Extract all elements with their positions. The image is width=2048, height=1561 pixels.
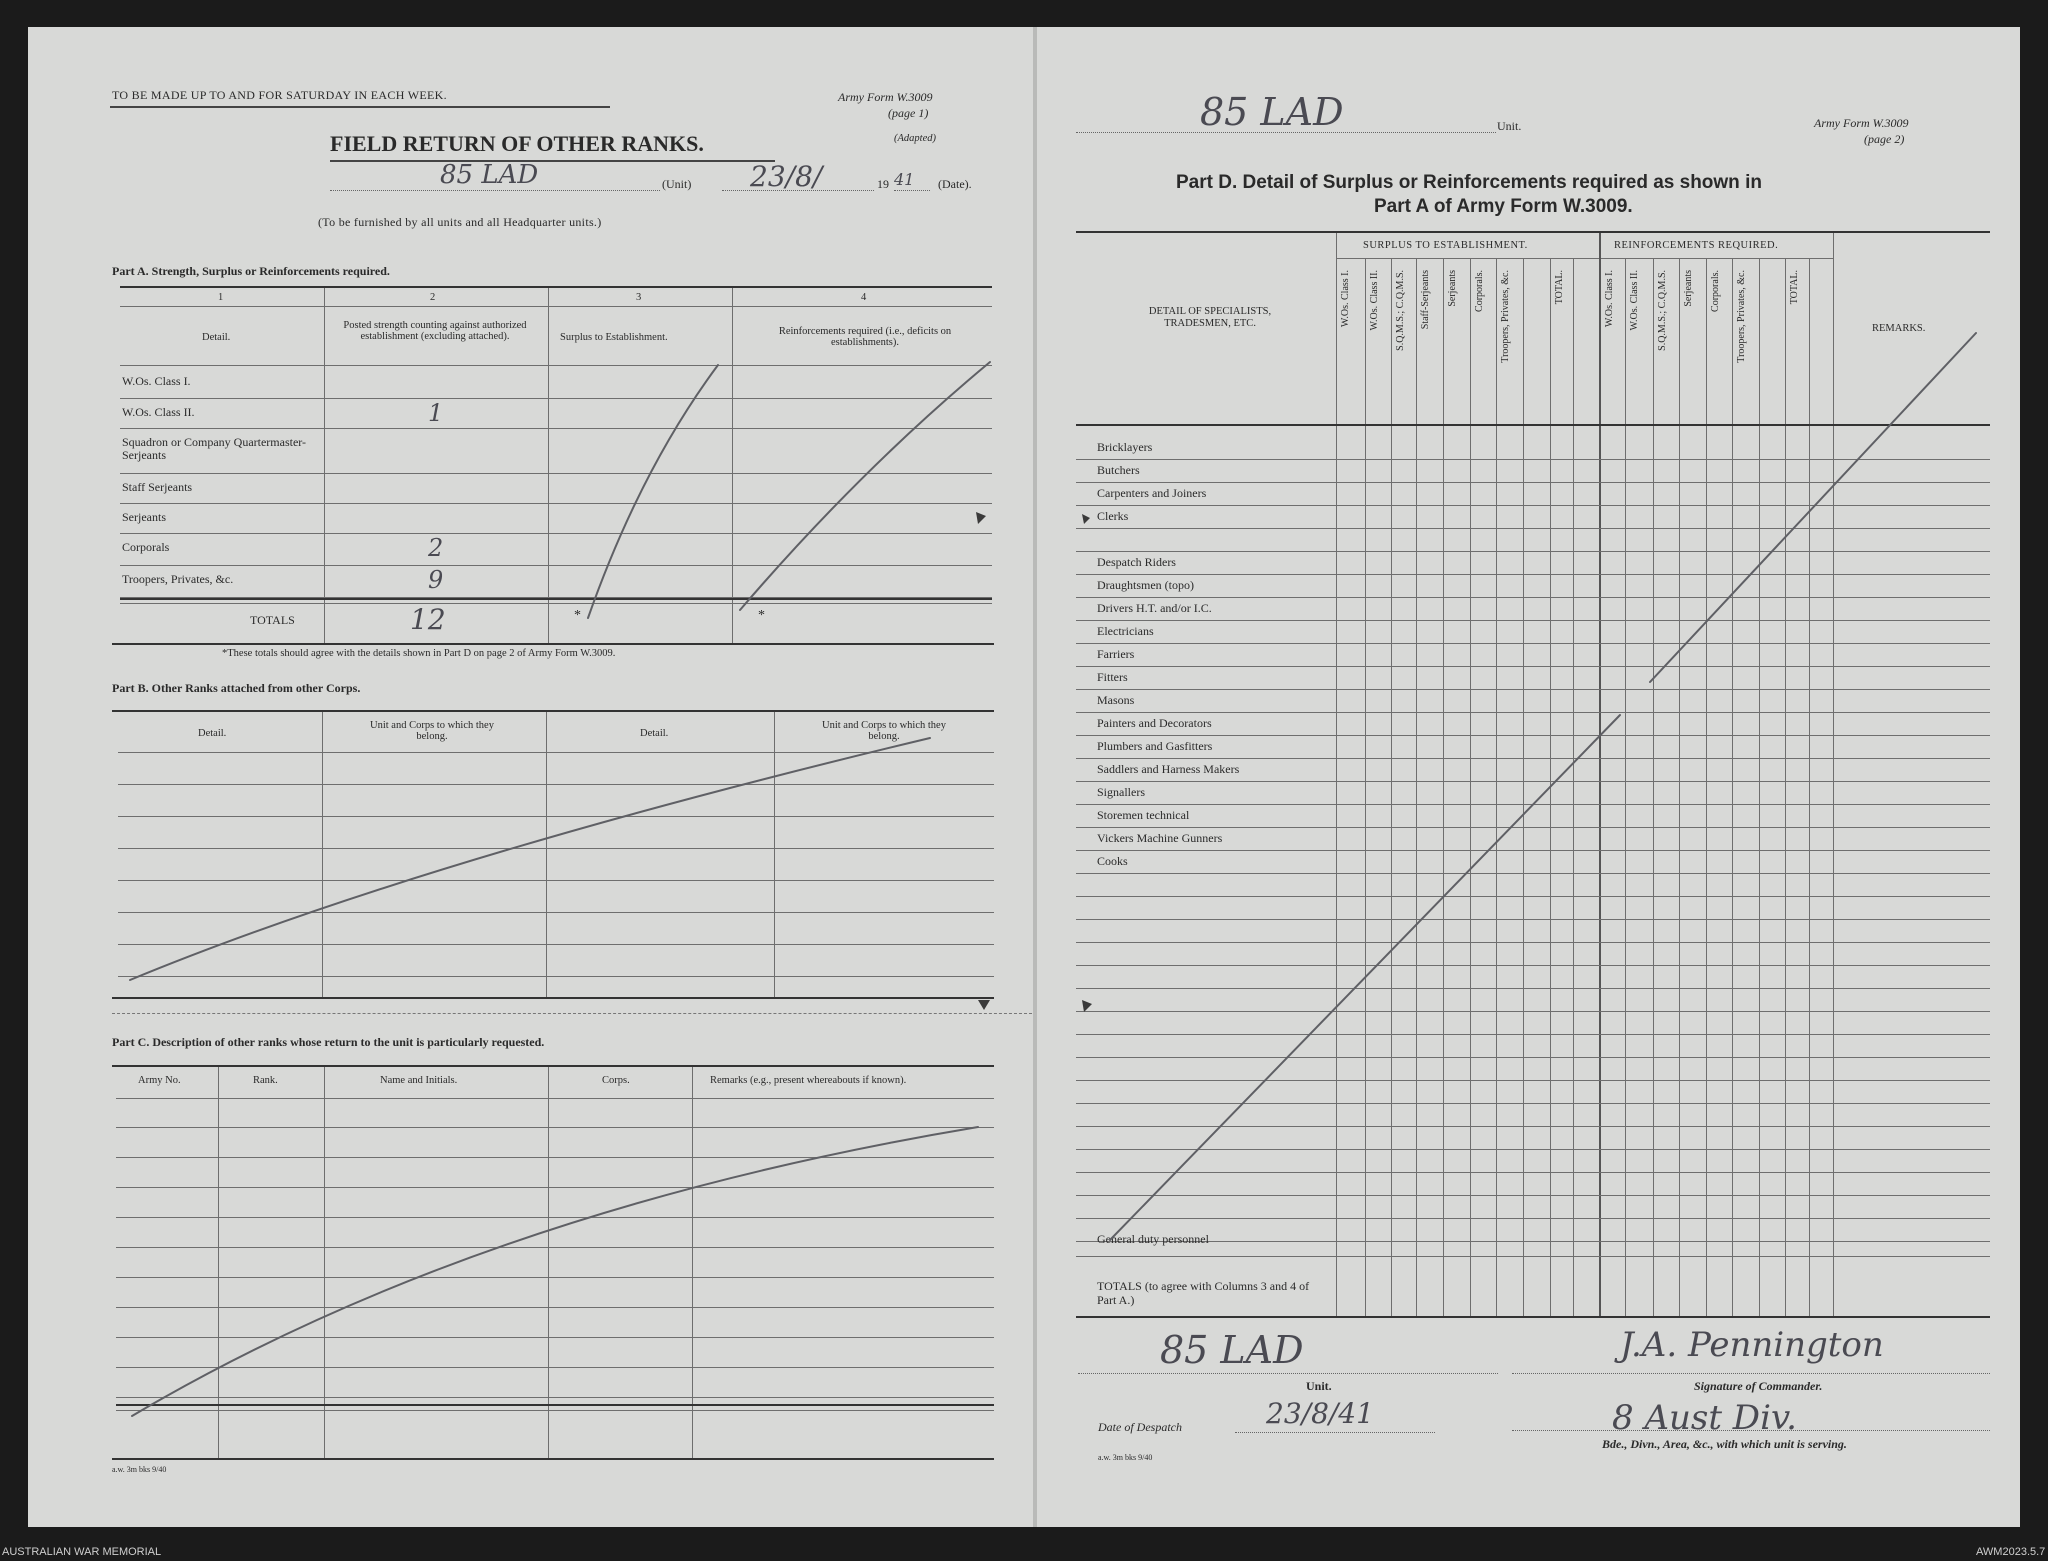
part-a-row-strength: 9 (428, 566, 444, 594)
year-prefix: 19 (877, 177, 889, 191)
part-a-header-strength: Posted strength counting against authorized establishment (excluding attached). (343, 320, 527, 342)
part-d-surplus-col-header: Serjeants (1447, 270, 1458, 307)
part-b-title: Part B. Other Ranks attached from other Corps. (112, 681, 361, 695)
left-print-code: a.w. 3m bks 9/40 (112, 1465, 167, 1474)
footer-accession: AWM2023.5.7 (1976, 1546, 2046, 1558)
year-handwritten: 41 (894, 170, 915, 189)
part-a-row-strength: 2 (428, 534, 444, 562)
form-title: FIELD RETURN OF OTHER RANKS. (330, 131, 704, 156)
signature-label: Signature of Commander. (1694, 1379, 1823, 1393)
part-d-surplus-col-header: W.Os. Class I. (1340, 270, 1351, 328)
part-a-header-surplus: Surplus to Establishment. (560, 332, 668, 343)
part-b-header-unit-2: Unit and Corps to which they belong. (822, 720, 946, 742)
right-page-label: (page 2) (1864, 132, 1905, 146)
part-a-totals-value: 12 (410, 603, 446, 636)
part-c-header-army-no: Army No. (138, 1075, 181, 1086)
part-d-reinforcement-col-header: Corporals. (1710, 270, 1721, 312)
part-d-header-remarks: REMARKS. (1872, 323, 1926, 334)
part-d-title-1: Part D. Detail of Surplus or Reinforcements required as shown in (1176, 172, 1762, 193)
part-d-reinforcement-col-header: TOTAL. (1789, 270, 1800, 305)
part-d-reinforcement-col-header: W.Os. Class I. (1604, 270, 1615, 328)
strike-part-a-surplus (588, 365, 718, 618)
unit-handwritten: 85 LAD (440, 160, 539, 190)
part-d-trade-label: Painters and Decorators (1097, 716, 1212, 730)
part-a-asterisk-reinforcements: * (758, 608, 765, 623)
part-a-header-detail: Detail. (202, 332, 231, 343)
part-d-reinforcement-col-header: W.Os. Class II. (1629, 270, 1640, 331)
part-d-totals-label: TOTALS (to agree with Columns 3 and 4 of Part A.) (1097, 1279, 1310, 1307)
part-d-trade-label: Electricians (1097, 624, 1154, 638)
binder-hole-2 (978, 1000, 990, 1010)
date-label: (Date). (938, 177, 972, 191)
part-a-totals-label: TOTALS (250, 613, 295, 627)
part-d-trade-label: Drivers H.T. and/or I.C. (1097, 601, 1212, 615)
part-a-col-1: 1 (218, 292, 224, 303)
date-handwritten: 23/8/ (750, 160, 823, 193)
part-a-col-4: 4 (861, 292, 867, 303)
right-form-number: Army Form W.3009 (1814, 116, 1909, 130)
right-print-code: a.w. 3m bks 9/40 (1098, 1453, 1153, 1462)
part-d-trade-label: Farriers (1097, 647, 1135, 661)
strike-part-a-reinforcements (740, 362, 990, 610)
binder-hole-1 (976, 512, 986, 524)
part-a-row-detail: W.Os. Class I. (122, 374, 191, 388)
part-d-trade-label: Signallers (1097, 785, 1145, 799)
despatch-date-handwritten: 23/8/41 (1266, 1397, 1374, 1430)
part-a-row-detail: Squadron or Company Quartermaster-Serjeants (122, 435, 307, 462)
part-a-row-detail: W.Os. Class II. (122, 405, 195, 419)
part-d-surplus-col-header: Troopers, Privates, &c. (1500, 270, 1511, 363)
part-d-trade-label: Bricklayers (1097, 440, 1153, 454)
part-a-col-2: 2 (430, 292, 436, 303)
part-b-header-detail-2: Detail. (640, 728, 669, 739)
part-d-reinforcement-col-header: Serjeants (1683, 270, 1694, 307)
part-d-reinforcement-col-header: Troopers, Privates, &c. (1736, 270, 1747, 363)
part-d-surplus-col-header: Corporals. (1474, 270, 1485, 312)
part-c-header-corps: Corps. (602, 1075, 630, 1086)
part-d-trade-label: Masons (1097, 693, 1135, 707)
part-d-reinforcement-col-header: S.Q.M.S.; C.Q.M.S. (1657, 270, 1668, 351)
despatch-label: Date of Despatch (1098, 1420, 1182, 1434)
weekly-instruction: TO BE MADE UP TO AND FOR SATURDAY IN EACH WEEK. (112, 88, 447, 102)
part-d-surplus-col-header: TOTAL. (1554, 270, 1565, 305)
footer-source: AUSTRALIAN WAR MEMORIAL (2, 1546, 162, 1558)
strike-part-c (132, 1127, 978, 1416)
part-d-trade-label: Clerks (1097, 509, 1129, 523)
part-d-general-duty: General duty personnel (1097, 1232, 1209, 1246)
part-d-trade-label: Vickers Machine Gunners (1097, 831, 1223, 845)
part-d-trade-label: Fitters (1097, 670, 1128, 684)
commander-signature: J.A. Pennington (1620, 1325, 1884, 1365)
part-d-title-2: Part A of Army Form W.3009. (1374, 196, 1633, 217)
part-d-trade-label: Draughtsmen (topo) (1097, 578, 1194, 592)
part-a-title: Part A. Strength, Surplus or Reinforcements required. (112, 264, 390, 278)
right-unit-label: Unit. (1497, 119, 1522, 133)
part-d-trade-label: Butchers (1097, 463, 1140, 477)
part-d-trade-label: Saddlers and Harness Makers (1097, 762, 1240, 776)
page-label: (page 1) (888, 106, 929, 120)
part-c-header-rank: Rank. (253, 1075, 278, 1086)
part-a-asterisk-surplus: * (574, 608, 581, 623)
part-d-trade-label: Cooks (1097, 854, 1128, 868)
strike-part-d-upper (1650, 333, 1976, 682)
part-b-header-detail-1: Detail. (198, 728, 227, 739)
part-d-trade-label: Plumbers and Gasfitters (1097, 739, 1213, 753)
part-d-trade-label: Storemen technical (1097, 808, 1190, 822)
part-d-header-reinforcements: REINFORCEMENTS REQUIRED. (1614, 240, 1779, 251)
bottom-unit-handwritten: 85 LAD (1160, 1328, 1304, 1372)
part-d-surplus-col-header: W.Os. Class II. (1369, 270, 1380, 331)
furnish-note: (To be furnished by all units and all Headquarter units.) (318, 215, 602, 229)
unit-label: (Unit) (662, 177, 692, 191)
part-a-col-3: 3 (636, 292, 642, 303)
part-d-surplus-col-header: S.Q.M.S.; C.Q.M.S. (1395, 270, 1406, 351)
part-c-title: Part C. Description of other ranks whose return to the unit is particularly requested. (112, 1035, 545, 1049)
part-d-trade-label: Carpenters and Joiners (1097, 486, 1207, 500)
part-a-row-detail: Corporals (122, 540, 170, 554)
part-a-row-detail: Troopers, Privates, &c. (122, 572, 234, 586)
part-a-header-reinforcements: Reinforcements required (i.e., deficits on establishments). (778, 326, 952, 348)
part-d-header-detail: DETAIL OF SPECIALISTS, TRADESMEN, ETC. (1148, 306, 1272, 329)
part-a-footnote: *These totals should agree with the details shown in Part D on page 2 of Army Form W.3009. (222, 648, 616, 659)
bottom-unit-label: Unit. (1306, 1379, 1332, 1393)
formation-handwritten: 8 Aust Div. (1612, 1398, 1797, 1438)
formation-label: Bde., Divn., Area, &c., with which unit is serving. (1602, 1437, 1847, 1451)
form-number: Army Form W.3009 (838, 90, 933, 104)
part-c-header-name: Name and Initials. (380, 1075, 458, 1086)
part-a-row-detail: Serjeants (122, 510, 166, 524)
binder-hole-4 (1082, 514, 1090, 524)
binder-hole-3 (1082, 1000, 1092, 1012)
part-c-header-remarks: Remarks (e.g., present whereabouts if known). (710, 1075, 907, 1086)
strike-part-b (130, 738, 930, 980)
part-d-trade-label: Despatch Riders (1097, 555, 1176, 569)
part-d-header-surplus: SURPLUS TO ESTABLISHMENT. (1363, 240, 1528, 251)
part-a-row-detail: Staff Serjeants (122, 480, 193, 494)
strike-part-d-lower (1110, 715, 1620, 1240)
right-unit-handwritten: 85 LAD (1200, 90, 1344, 134)
part-d-surplus-col-header: Staff-Serjeants (1420, 270, 1431, 330)
adapted-label: (Adapted) (894, 133, 936, 144)
part-a-row-strength: 1 (428, 399, 444, 427)
part-b-header-unit-1: Unit and Corps to which they belong. (370, 720, 494, 742)
